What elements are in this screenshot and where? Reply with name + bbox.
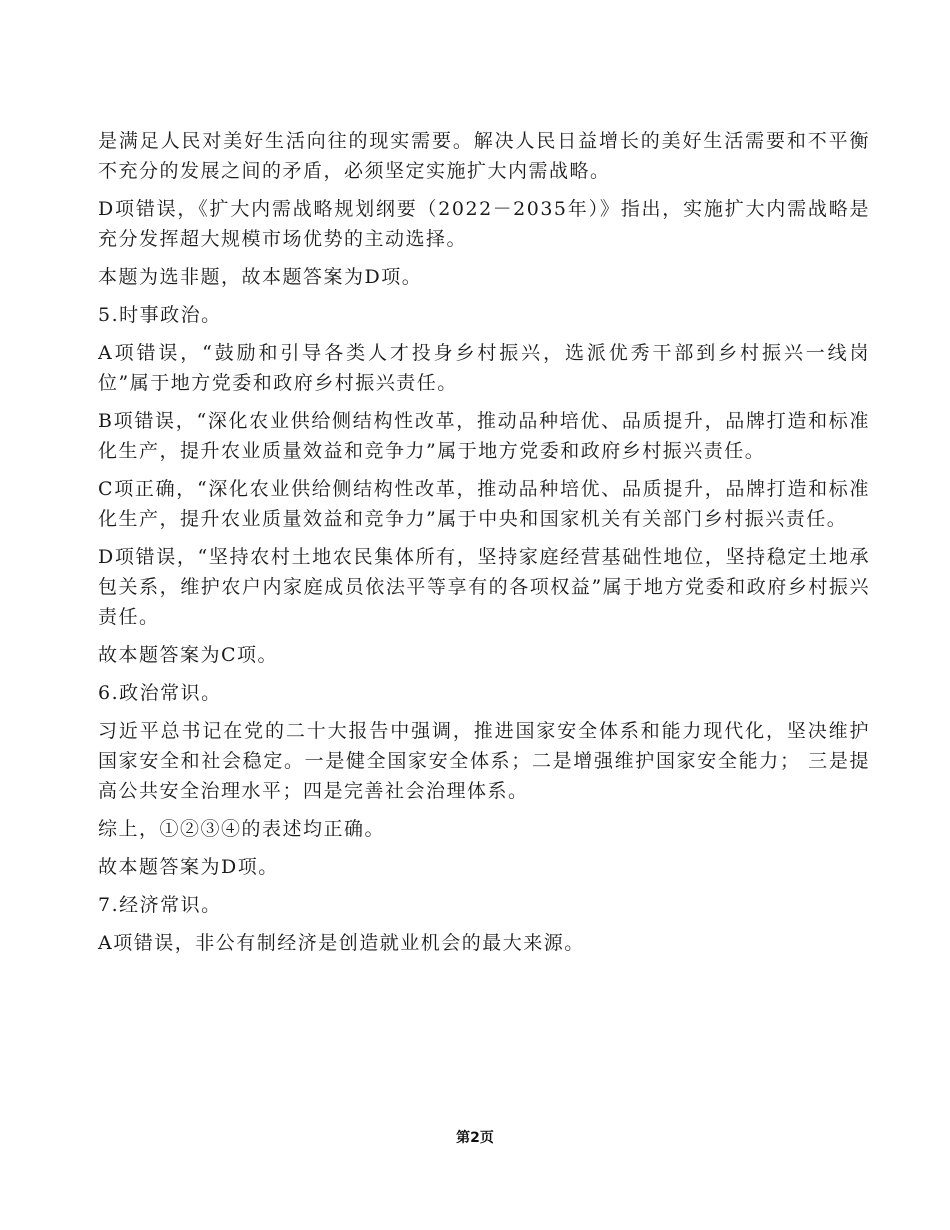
paragraph: D项错误，“坚持农村土地农民集体所有，坚持家庭经营基础性地位，坚持稳定土地承包关系，维护农户内家庭成员依法平等享有的各项权益”属于地方党委和政府乡村振兴责任。 [98,546,870,628]
section-heading: 6.政治常识。 [98,682,222,704]
paragraph: 习近平总书记在党的二十大报告中强调，推进国家安全体系和能力现代化，坚决维护国家安全和社会稳定。一是健全国家安全体系；二是增强维护国家安全能力； 三是提高公共安全治理水平；四是完善社会治理体系。 [98,720,870,802]
paragraph: C项正确，“深化农业供给侧结构性改革，推动品种培优、品质提升，品牌打造和标准化生产，提升农业质量效益和竞争力”属于中央和国家机关有关部门乡村振兴责任。 [98,478,870,530]
paragraph: 故本题答案为C项。 [98,644,279,666]
paragraph: A项错误，非公有制经济是创造就业机会的最大来源。 [98,932,585,954]
paragraph: 故本题答案为D项。 [98,856,279,878]
paragraph: 综上，①②③④的表述均正确。 [98,818,386,840]
paragraph: B项错误，“深化农业供给侧结构性改革，推动品种培优、品质提升，品牌打造和标准化生产，提升农业质量效益和竞争力”属于地方党委和政府乡村振兴责任。 [98,410,870,462]
paragraph: D项错误，《扩大内需战略规划纲要（2022－2035年）》指出，实施扩大内需战略是充分发挥超大规模市场优势的主动选择。 [98,198,870,250]
paragraph: 本题为选非题，故本题答案为D项。 [98,266,423,288]
page-number: 第2页 [456,1130,494,1146]
section-heading: 7.经济常识。 [98,894,222,916]
paragraph: 是满足人民对美好生活向往的现实需要。解决人民日益增长的美好生活需要和不平衡不充分的发展之间的矛盾，必须坚定实施扩大内需战略。 [98,130,870,182]
section-heading: 5.时事政治。 [98,304,222,326]
paragraph: A项错误，“鼓励和引导各类人才投身乡村振兴，选派优秀干部到乡村振兴一线岗位”属于地方党委和政府乡村振兴责任。 [98,342,870,394]
document-body [98,126,870,966]
